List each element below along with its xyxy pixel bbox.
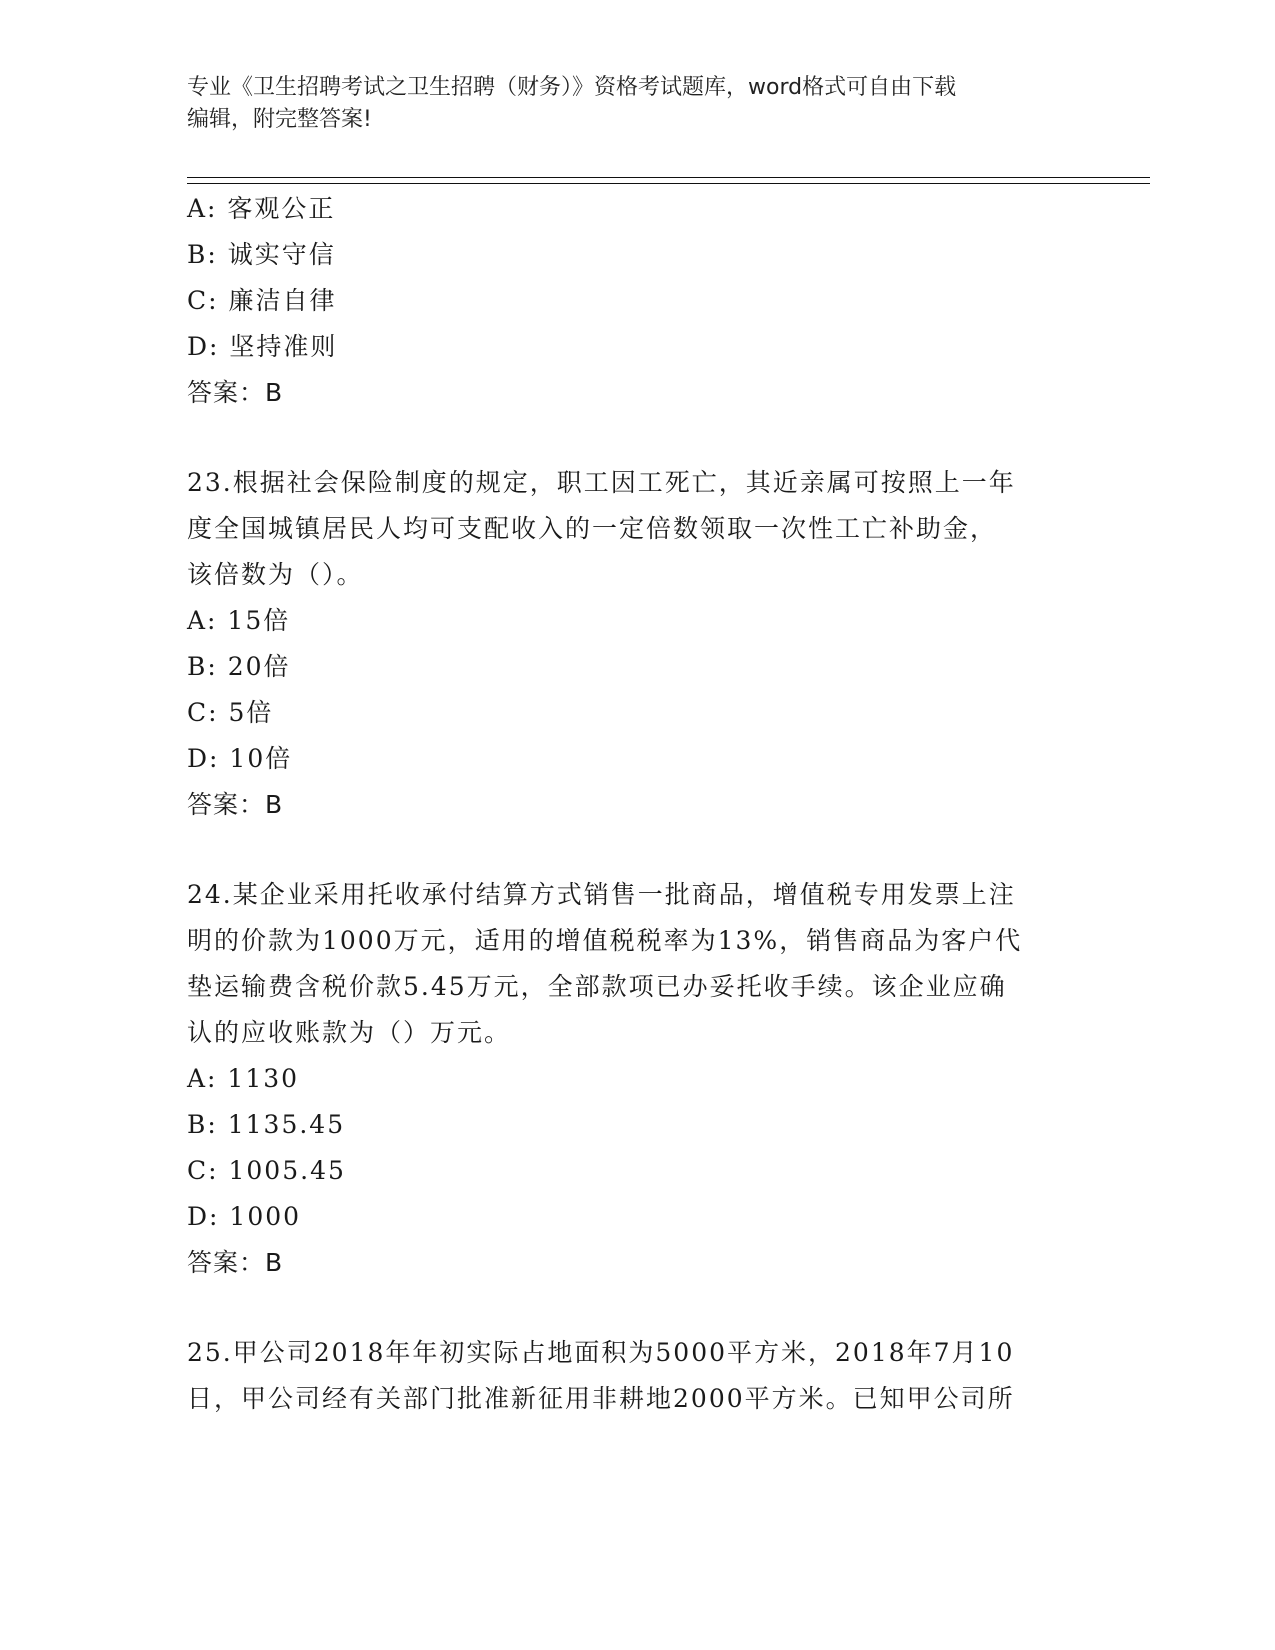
option-b: B: 20倍	[187, 652, 291, 681]
header-divider-top	[187, 177, 1150, 178]
question-text-line: 24.某企业采用托收承付结算方式销售一批商品，增值税专用发票上注	[187, 880, 1016, 909]
option-b: B: 诚实守信	[187, 240, 336, 269]
spacer	[187, 416, 1087, 460]
header-line-1: 专业《卫生招聘考试之卫生招聘（财务）》资格考试题库，word格式可自由下载	[187, 75, 957, 100]
answer: 答案：B	[187, 790, 284, 819]
option-d: D: 10倍	[187, 744, 293, 773]
option-b: B: 1135.45	[187, 1110, 346, 1139]
question-text-line: 该倍数为（）。	[187, 560, 364, 589]
spacer	[187, 1286, 1087, 1330]
question-text-line: 明的价款为1000万元，适用的增值税税率为13%，销售商品为客户代	[187, 926, 1023, 955]
answer: 答案：B	[187, 1248, 284, 1277]
option-a: A: 客观公正	[187, 194, 336, 223]
question-22	[187, 186, 1087, 416]
question-text-line: 垫运输费含税价款5.45万元，全部款项已办妥托收手续。该企业应确	[187, 972, 1007, 1001]
option-d: D: 1000	[187, 1202, 302, 1231]
question-23	[187, 460, 1087, 828]
question-text-line: 认的应收账款为（）万元。	[187, 1018, 512, 1047]
header-line-2: 编辑，附完整答案!	[187, 107, 372, 132]
header-divider-bottom	[187, 183, 1150, 184]
answer: 答案：B	[187, 378, 284, 407]
option-c: C: 5倍	[187, 698, 274, 727]
option-d: D: 坚持准则	[187, 332, 338, 361]
question-24	[187, 872, 1087, 1286]
question-text-line: 度全国城镇居民人均可支配收入的一定倍数领取一次性工亡补助金，	[187, 514, 998, 543]
question-list	[187, 186, 1087, 1422]
question-text-line: 23.根据社会保险制度的规定，职工因工死亡，其近亲属可按照上一年	[187, 468, 1016, 497]
option-c: C: 廉洁自律	[187, 286, 337, 315]
question-text-line: 25.甲公司2018年年初实际占地面积为5000平方米，2018年7月10	[187, 1338, 1015, 1367]
spacer	[187, 828, 1087, 872]
question-text-line: 日，甲公司经有关部门批准新征用非耕地2000平方米。已知甲公司所	[187, 1384, 1015, 1413]
option-a: A: 1130	[187, 1064, 300, 1093]
option-c: C: 1005.45	[187, 1156, 346, 1185]
option-a: A: 15倍	[187, 606, 291, 635]
document-header	[187, 72, 1087, 136]
question-25	[187, 1330, 1087, 1422]
